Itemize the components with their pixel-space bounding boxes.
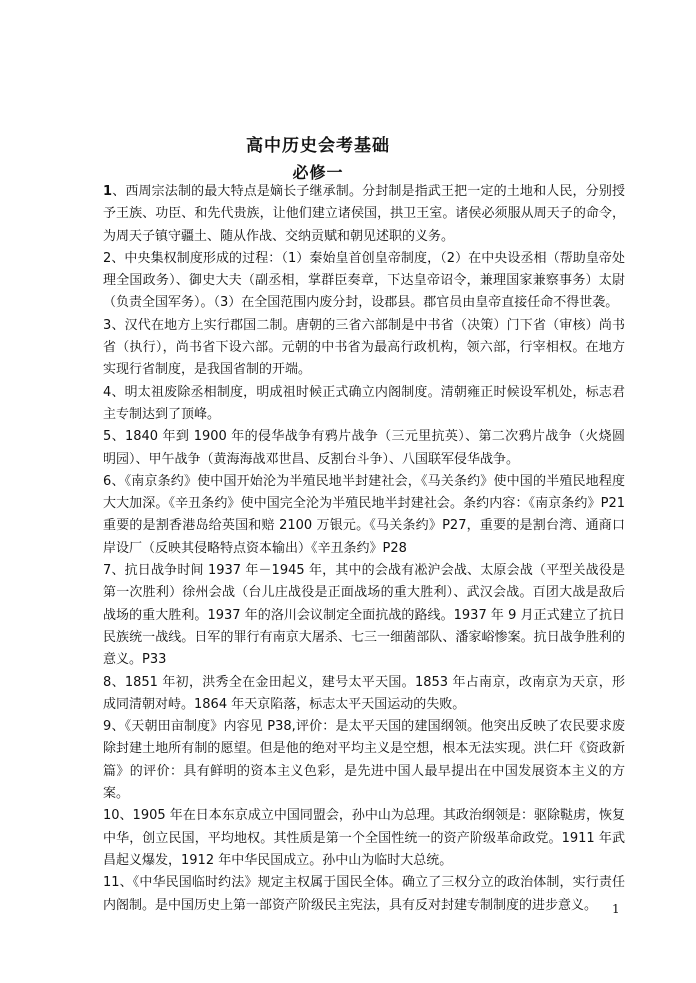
list-item: [103, 181, 625, 248]
item-text: 、1840 年到 1900 年的侵华战争有鸦片战争（三元里抗英）、第二次鸦片战争（火烧圆明园）、甲午战争（黄海海战邓世昌、反割台斗争）、八国联军侵华战争。: [103, 429, 625, 467]
item-number: 6: [103, 473, 112, 489]
list-item: [103, 872, 625, 917]
page-number: 1: [612, 902, 620, 916]
item-text: 、《南京条约》使中国开始沦为半殖民地半封建社会，《马关条约》使中国的半殖民地程度大大加深。《辛丑条约》使中国完全沦为半殖民地半封建社会。条约内容：《南京条约》P21 重要的是割香港岛给英国和赔 2100 万银元。《马关条约》P27，重要的是割台湾、通商口岸设厂（反映其侵略特点资本输出）《辛丑条约》P28: [103, 473, 625, 556]
item-text: 、1905 年在日本东京成立中国同盟会，孙中山为总理。其政治纲领是：驱除鞑虏，恢复中华，创立民国，平均地权。其性质是第一个全国性统一的资产阶级革命政党。1911 年武昌起义爆发，1912 年中华民国成立。孙中山为临时大总统。: [103, 808, 625, 868]
item-text: 、1851 年初，洪秀全在金田起义，建号太平天国。1853 年占南京，改南京为天京，形成同清朝对峙。1864 年天京陷落，标志太平天国运动的失败。: [103, 674, 625, 712]
item-number: 10: [103, 808, 120, 824]
document-subtitle: 必修一: [292, 163, 344, 182]
item-number: 8: [103, 674, 112, 690]
list-item: [103, 672, 625, 717]
item-number: 4: [103, 384, 112, 400]
item-text: 、汉代在地方上实行郡国二制。唐朝的三省六部制是中书省（决策）门下省（审核）尚书省（执行），尚书省下设六部。元朝的中书省为最高行政机构，领六部，行宰相权。在地方实现行省制度，是我国省制的开端。: [103, 317, 625, 378]
list-item: [103, 248, 625, 315]
item-text: 、西周宗法制的最大特点是嫡长子继承制。分封制是指武王把一定的土地和人民，分别授予王族、功臣、和先代贵族，让他们建立诸侯国，拱卫王室。诸侯必须服从周天子的命令，为周天子镇守疆土、随从作战、交纳贡赋和朝见述职的义务。: [103, 184, 625, 244]
list-item: [103, 471, 625, 560]
item-number: 7: [103, 563, 112, 579]
list-item: [103, 805, 625, 872]
item-text: 、《天朝田亩制度》内容见 P38,评价：是太平天国的建国纲领。他突出反映了农民要求废除封建土地所有制的愿望。但是他的绝对平均主义是空想，根本无法实现。洪仁玕《资政新篇》的评价：具有鲜明的资本主义色彩，是先进中国人最早提出在中国发展资本主义的方案。: [103, 719, 625, 802]
list-item: [103, 382, 625, 427]
list-item: [103, 560, 625, 671]
item-number: 1: [103, 184, 113, 199]
item-text: 、中央集权制度形成的过程：（1）秦始皇首创皇帝制度，（2）在中央设丞相（帮助皇帝处理全国政务）、御史大夫（副丞相，掌群臣奏章，下达皇帝诏令，兼理国家兼察事务）太尉（负责全国军务）。（3）在全国范围内废分封，设郡县。郡官员由皇帝直接任命不得世袭。: [103, 250, 625, 311]
item-text: 、明太祖废除丞相制度，明成祖时候正式确立内阁制度。清朝雍正时候设军机处，标志君主专制达到了顶峰。: [103, 384, 625, 422]
document-body: [103, 181, 625, 917]
item-text: 、抗日战争时间 1937 年－1945 年，其中的会战有凇沪会战、太原会战（平型关战役是第一次胜利）徐州会战（台儿庄战役是正面战场的重大胜利）、武汉会战。百团大战是敌后战场的重大胜利。1937 年的洛川会议制定全面抗战的路线。1937 年 9 月正式建立了抗日民族统一战线。日军的罪行有南京大屠杀、七三一细菌部队、潘家峪惨案。抗日战争胜利的意义。P33: [103, 563, 625, 668]
item-number: 3: [103, 317, 112, 333]
list-item: [103, 426, 625, 471]
item-number: 2: [103, 250, 112, 266]
list-item: [103, 716, 625, 805]
item-number: 9: [103, 719, 112, 735]
item-number: 5: [103, 429, 112, 445]
list-item: [103, 315, 625, 382]
document-title: 高中历史会考基础: [246, 136, 390, 156]
item-number: 11: [103, 875, 120, 891]
item-text: 、《中华民国临时约法》规定主权属于国民全体。确立了三权分立的政治体制，实行责任内阁制。是中国历史上第一部资产阶级民主宪法，具有反对封建专制制度的进步意义。: [103, 875, 625, 913]
